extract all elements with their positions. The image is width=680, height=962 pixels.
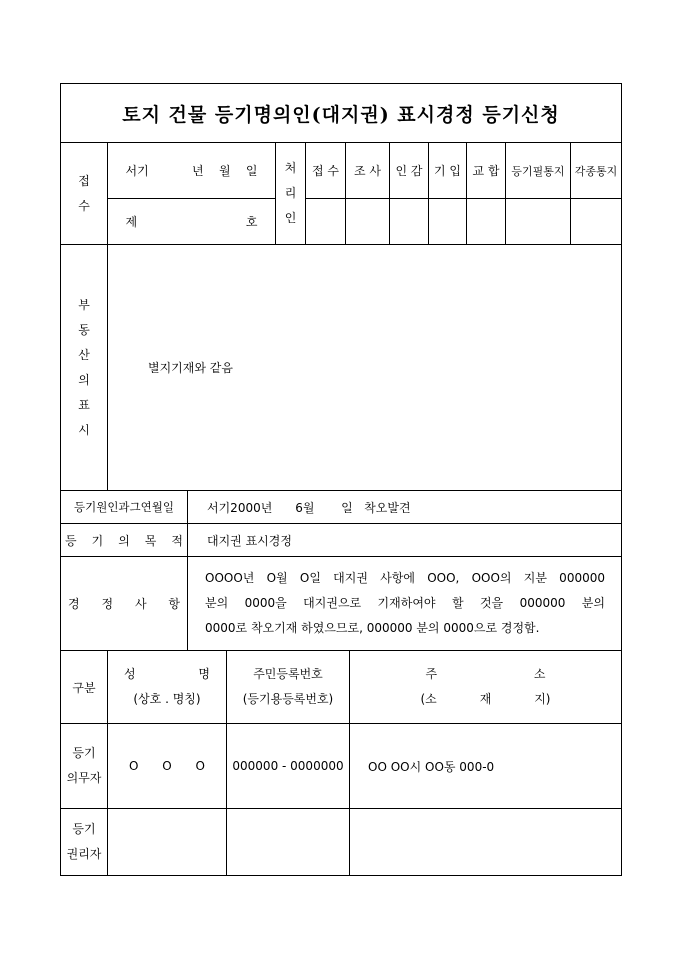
verify-stamp-cell[interactable] [466, 198, 506, 245]
header-char: (소 [420, 692, 437, 706]
col-header-entry [428, 142, 467, 199]
label-char: 인 [284, 211, 297, 225]
col-label: 조 사 [354, 164, 381, 178]
label-char: 적 [171, 533, 183, 548]
rightholder-id-field[interactable] [226, 808, 350, 876]
col-header-review [345, 142, 390, 199]
header-text: 주민등록번호 [253, 667, 323, 681]
reception-label [60, 142, 108, 245]
rightholder-label [60, 808, 108, 876]
header-char: 재 [479, 692, 492, 706]
col-header-verify [466, 142, 506, 199]
correction-field[interactable] [187, 556, 622, 651]
month-label: 월 [218, 164, 231, 178]
title-cell [60, 83, 622, 143]
header-char: 소 [533, 667, 546, 681]
label-text: 등기 [72, 746, 96, 760]
col-label: 기 입 [434, 164, 461, 178]
reception-number-field[interactable] [107, 198, 276, 245]
label-text: 등기 [72, 822, 96, 836]
label-char: 시 [78, 422, 90, 437]
label-char: 목 [144, 533, 157, 548]
col-label: 등기필통지 [511, 164, 565, 178]
reception-date-field[interactable] [107, 142, 276, 199]
property-field[interactable] [107, 244, 622, 491]
correction-line: 0000로 착오기재 하였으므로, 000000 분의 0000으로 경정함. [205, 621, 540, 635]
obligor-name-field[interactable] [107, 723, 227, 809]
label-char: 산 [78, 347, 90, 362]
name-char: O [129, 759, 139, 773]
seal-stamp-cell[interactable] [389, 198, 429, 245]
header-text: 구분 [72, 680, 96, 695]
property-label [60, 244, 108, 491]
header-char: 성 [124, 667, 136, 681]
col-label: 인 감 [395, 164, 423, 178]
other-notice-cell[interactable] [570, 198, 622, 245]
header-char: 주 [425, 667, 438, 681]
correction-line: 분의 0000을 대지권으로 기재하여야 할 것을 000000 분의 [205, 596, 605, 610]
obligor-id-field[interactable] [226, 723, 350, 809]
label-char: 기 [91, 533, 104, 548]
label-text: 권리자 [66, 847, 102, 861]
header-char: 지) [534, 692, 551, 706]
number-prefix: 제 [125, 215, 138, 229]
correction-line: OOOO년 O월 O일 대지권 사항에 OOO, OOO의 지분 000000 [205, 571, 605, 585]
col-header-completion-notice [505, 142, 571, 199]
col-header-other-notice [570, 142, 622, 199]
label-char: 수 [78, 198, 90, 213]
label-char: 처 [284, 161, 297, 175]
date-prefix: 서기 [125, 164, 149, 178]
cause-field[interactable] [187, 490, 622, 524]
label-text: 등기원인과그연월일 [74, 500, 174, 514]
obligor-address: OO OO시 OO동 000-0 [368, 759, 495, 774]
label-char: 의 [118, 533, 130, 548]
label-char: 부 [78, 297, 90, 312]
cause-label [60, 490, 188, 524]
col-label: 접 수 [312, 164, 339, 178]
rightholder-address-field[interactable] [349, 808, 622, 876]
label-char: 사 [134, 597, 147, 611]
form-title: 토지 건물 등기명의인(대지권) 표시경정 등기신청 [122, 103, 560, 126]
purpose-field[interactable] [187, 523, 622, 557]
label-char: 리 [284, 186, 297, 200]
cause-value: 서기2000년 6월 일 착오발견 [207, 500, 411, 515]
property-value: 별지기재와 같음 [148, 361, 233, 375]
header-sub: (등기용등록번호) [242, 692, 334, 706]
name-header [107, 650, 227, 724]
col-label: 교 합 [472, 164, 500, 178]
correction-label [60, 556, 188, 651]
day-label: 일 [245, 164, 258, 178]
number-suffix: 호 [245, 215, 258, 229]
label-char: 접 [78, 173, 90, 188]
completion-notice-cell[interactable] [505, 198, 571, 245]
receipt-stamp-cell[interactable] [305, 198, 346, 245]
address-header [349, 650, 622, 724]
header-char: 명 [198, 667, 210, 681]
col-header-seal [389, 142, 429, 199]
label-char: 정 [101, 597, 114, 611]
obligor-label [60, 723, 108, 809]
label-char: 의 [78, 372, 90, 387]
label-char: 경 [68, 597, 80, 611]
label-char: 표 [78, 397, 90, 412]
label-text: 의무자 [66, 771, 102, 785]
year-label: 년 [192, 164, 204, 178]
rightholder-name-field[interactable] [107, 808, 227, 876]
label-char: 동 [78, 322, 90, 337]
purpose-value: 대지권 표시경정 [207, 533, 292, 548]
label-char: 항 [168, 597, 180, 611]
entry-stamp-cell[interactable] [428, 198, 467, 245]
col-label: 각종통지 [574, 164, 618, 178]
purpose-label [60, 523, 188, 557]
name-char: O [195, 759, 205, 773]
label-char: 등 [65, 533, 77, 548]
id-header [226, 650, 350, 724]
processor-label [275, 142, 306, 245]
obligor-address-field[interactable] [349, 723, 622, 809]
obligor-id: 000000 - 0000000 [232, 759, 344, 773]
category-header [60, 650, 108, 724]
header-sub: (상호 . 명칭) [133, 692, 201, 706]
col-header-receipt [305, 142, 346, 199]
review-stamp-cell[interactable] [345, 198, 390, 245]
name-char: O [162, 759, 172, 773]
